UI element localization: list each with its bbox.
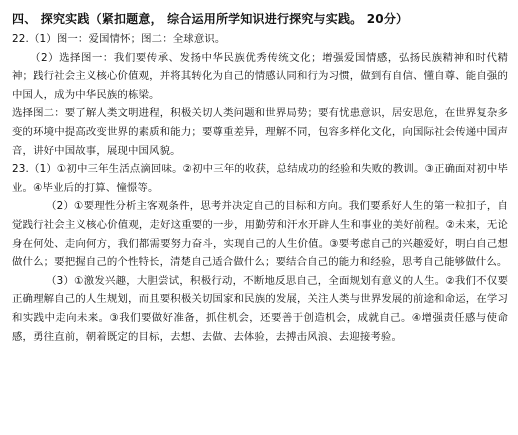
section-heading: 四、 探究实践（紧扣题意， 综合运用所学知识进行探究与实践。 20分）	[12, 12, 409, 26]
q22-part1: 22.（1）图一：爱国情怀；图二：全球意识。	[12, 33, 226, 45]
q23-part1: 23.（1）①初中三年生活点滴回味。②初中三年的收获，总结成功的经验和失败的教训。③正确面对初中毕业。④毕业后的打算、憧憬等。	[12, 163, 508, 194]
q23-part2: （2）①要理性分析主客观条件，思考并决定自己的目标和方向。我们要系好人生的第一粒扣子，自觉践行社会主义核心价值观，走好这重要的一步，用勤劳和汗水开辟人生和事业的美好前程。②未来，无论身在何处、走向何方，我们都需要努力奋斗，实现自己的人生价值。③要考虑自己的兴趣爱好，明白自己想做什么；要把握自己的个性特长，清楚自己适合做什么；要结合自己的能力和经验，思考自己能够做什么。	[12, 200, 508, 269]
q22-part2-option2: 选择图二：要了解人类文明进程，积极关切人类问题和世界局势；要有忧患意识，居安思危，在世界复杂多变的环境中提高改变世界的素质和能力；要尊重差异，理解不同，包容多样化文化，向国际社会传递中国声音，讲好中国故事，展现中国风貌。	[12, 107, 508, 157]
q22-part2-option1: （2）选择图一：我们要传承、发扬中华民族优秀传统文化；增强爱国情感，弘扬民族精神和时代精神；践行社会主义核心价值观，并将其转化为自己的情感认同和行为习惯，做到有自信、懂自尊、能自强的中国人，成为中华民族的栋梁。	[12, 51, 508, 101]
q23-part3: （3）①激发兴趣，大胆尝试，积极行动，不断地反思自己，全面规划有意义的人生。②我们不仅要正确理解自己的人生规划，而且要积极关切国家和民族的发展，关注人类与世界发展的前途和命运，在学习和实践中走向未来。③我们要做好准备，抓住机会，还要善于创造机会，成就自己。④增强责任感与使命感，勇往直前，朝着既定的目标，去想、去做、去体验，去搏击风浪、去迎接考验。	[12, 274, 508, 343]
